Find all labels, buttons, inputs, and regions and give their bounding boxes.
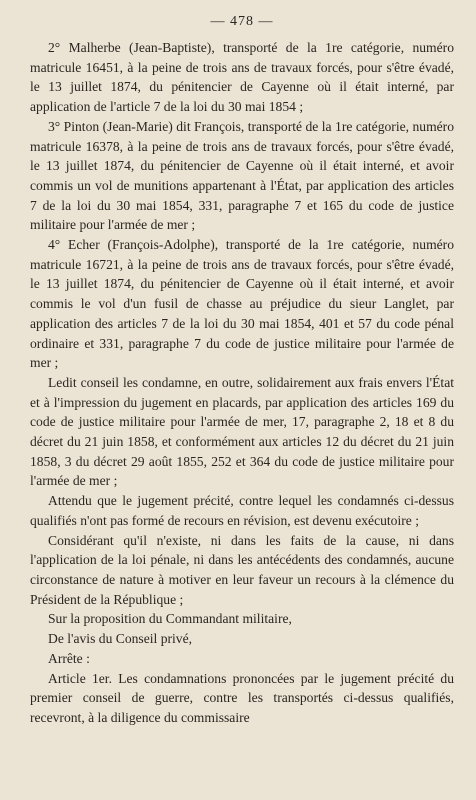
paragraph-considerant: Considérant qu'il n'existe, ni dans les faits de la cause, ni dans l'application de la loi pénale, ni dans les antécédents des condamnés, aucune circonstance de nature à motiver en leur faveur un recours à la clémence du Président de la République ; [30,532,454,607]
paragraph-pinton: 3° Pinton (Jean-Marie) dit François, transporté de la 1re catégorie, numéro matricule 16378, à la peine de trois ans de travaux forcés, pour s'être évadé, le 13 juillet 1874, du pénitencier de Cayenne où il était interné, et avoir commis un vol de munitions appartenant à l'État, par application des articles 7 de la loi du 30 mai 1854, 331, paragraphe 7 et 165 du code de justice militaire pour l'armée de mer ; [30,118,454,233]
page-number: — 478 — [210,14,274,29]
paragraph-condamnation-frais: Ledit conseil les condamne, en outre, solidairement aux frais envers l'État et à l'impression du jugement en placards, par application des articles 169 du code de justice militaire pour l'armée de mer, 17, paragraphe 2, 18 et 8 du décret du 21 juin 1858, et conformément aux articles 12 du décret du 21 juin 1858, 3 du décret 29 août 1855, 252 et 364 du code de justice militaire pour l'armée de mer ; [30,374,454,489]
paragraph-malherbe: 2° Malherbe (Jean-Baptiste), transporté de la 1re catégorie, numéro matricule 16451, à la peine de trois ans de travaux forcés, pour s'être évadé, le 13 juillet 1874, du pénitencier de Cayenne où il était interné, par application de l'article 7 de la loi du 30 mai 1854 ; [30,40,454,115]
paragraph-attendu: Attendu que le jugement précité, contre lequel les condamnés ci-dessus qualifiés n'ont pas formé de recours en révision, est devenu exécutoire ; [30,493,454,528]
paragraph-avis: De l'avis du Conseil privé, [48,631,193,647]
paragraph-arrete: Arrête : [48,650,90,666]
paragraph-proposition: Sur la proposition du Commandant militaire, [48,611,292,627]
paragraph-article-1: Article 1er. Les condamnations prononcées par le jugement précité du premier conseil de guerre, contre les transportés ci-dessus qualifiés, recevront, à la diligence du commissaire [30,670,454,725]
paragraph-echer: 4° Echer (François-Adolphe), transporté de la 1re catégorie, numéro matricule 16721, à la peine de trois ans de travaux forcés, pour s'être évadé, le 13 juillet 1874, du pénitencier de Cayenne où il était interné, et avoir commis le vol d'un fusil de chasse au préjudice du sieur Langlet, par application des articles 7 de la loi du 30 mai 1854, 401 et 57 du code pénal ordinaire et 331, paragraphe 7 du code de justice militaire pour l'armée de mer ; [30,237,454,371]
